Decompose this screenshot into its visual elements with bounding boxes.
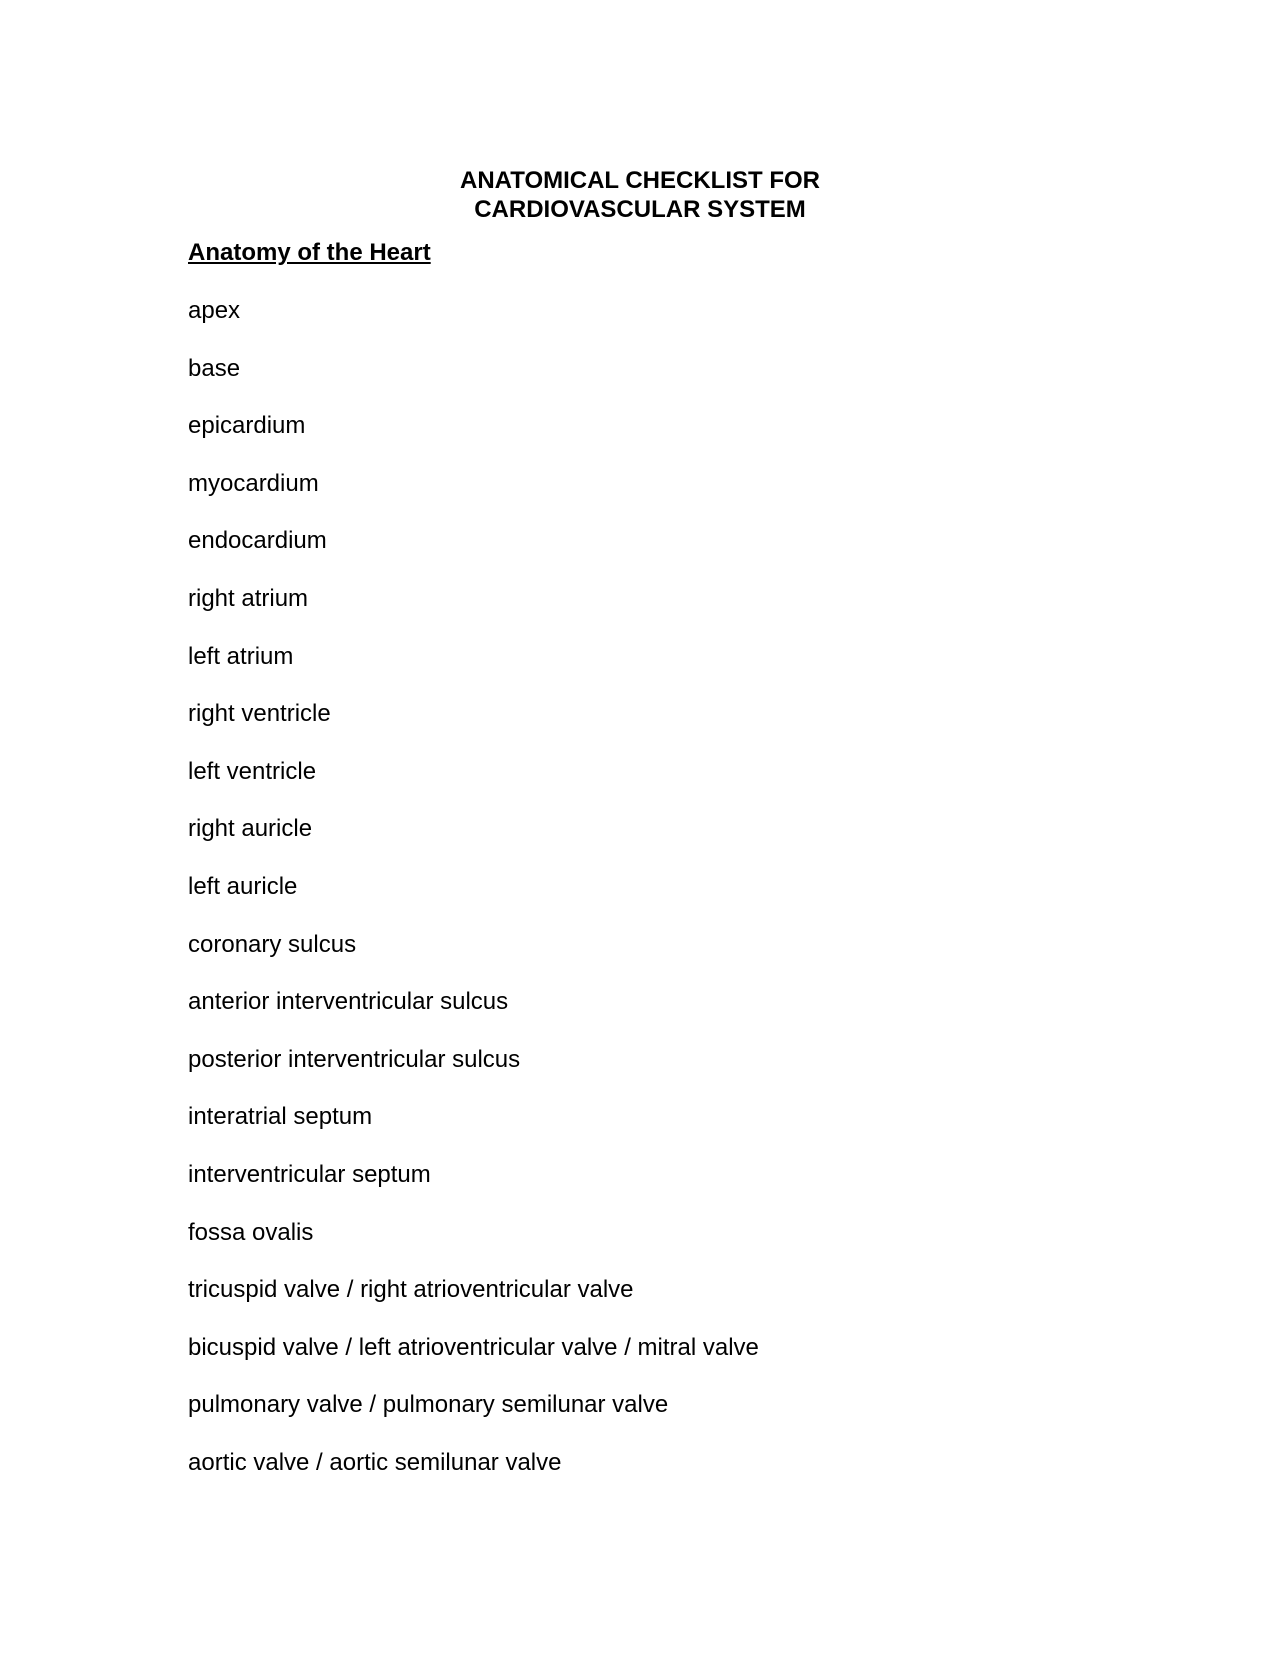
- checklist-item: fossa ovalis: [188, 1218, 314, 1246]
- title-line-1: ANATOMICAL CHECKLIST FOR: [460, 167, 820, 195]
- checklist-item: left atrium: [188, 642, 294, 670]
- checklist-item: tricuspid valve / right atrioventricular valve: [188, 1276, 634, 1304]
- checklist-item: interventricular septum: [188, 1160, 431, 1188]
- checklist-item: base: [188, 354, 241, 382]
- checklist-item: myocardium: [188, 469, 319, 497]
- checklist-item: apex: [188, 297, 241, 324]
- checklist-item: coronary sulcus: [188, 930, 357, 958]
- checklist-item: right ventricle: [188, 700, 331, 728]
- checklist-item: left ventricle: [188, 757, 317, 785]
- checklist-item: aortic valve / aortic semilunar valve: [188, 1448, 562, 1476]
- checklist-item: bicuspid valve / left atrioventricular valve / mitral valve: [188, 1333, 759, 1361]
- checklist-item: right atrium: [188, 584, 309, 612]
- checklist-item: epicardium: [188, 412, 306, 440]
- section-heading: Anatomy of the Heart: [188, 239, 431, 266]
- checklist-item: right auricle: [188, 815, 313, 843]
- checklist-item: pulmonary valve / pulmonary semilunar valve: [188, 1391, 669, 1419]
- document-title: [0, 166, 1280, 224]
- checklist-item: anterior interventricular sulcus: [188, 988, 509, 1016]
- checklist-item: posterior interventricular sulcus: [188, 1045, 521, 1073]
- checklist-item: endocardium: [188, 527, 327, 555]
- title-line-2: CARDIOVASCULAR SYSTEM: [474, 196, 806, 224]
- checklist-items: [188, 295, 759, 1504]
- checklist-item: interatrial septum: [188, 1103, 373, 1131]
- checklist-item: left auricle: [188, 872, 298, 900]
